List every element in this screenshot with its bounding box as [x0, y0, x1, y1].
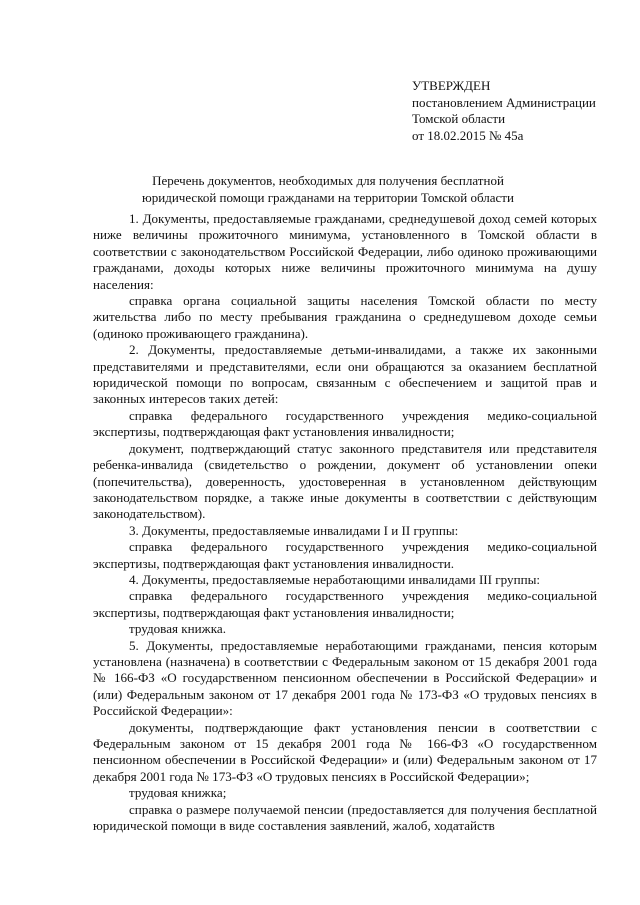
- paragraph: 3. Документы, предоставляемые инвалидами I и II группы:: [129, 522, 459, 538]
- paragraph: трудовая книжка;: [129, 785, 227, 801]
- paragraph: 4. Документы, предоставляемые неработающими инвалидами III группы:: [129, 571, 541, 587]
- approval-heading: УТВЕРЖДЕН: [412, 78, 491, 93]
- paragraph: 5. Документы, предоставляемые неработающими гражданами, пенсия которым установлена (назначена) в соответствии с Федеральным законом от 15 декабря 2001 года № 166-ФЗ «О государственном пенсионном обеспечении в Российской Федерации» и (или) Федеральным законом от 17 декабря 2001 года № 173-ФЗ «О трудовых пенсиях в Российской Федерации»:: [93, 637, 597, 719]
- paragraph: документ, подтверждающий статус законного представителя или представителя ребенка-инвалида (свидетельство о рождении, документ об установлении опеки (попечительства), доверенность, удостоверенная в установленном действующим законодательством порядке, а также иные документы в соответствии с действующим законодательством).: [93, 440, 597, 522]
- paragraph: справка о размере получаемой пенсии (предоставляется для получения бесплатной юридической помощи в виде составления заявлений, жалоб, ходатайств: [93, 801, 597, 834]
- paragraph: справка органа социальной защиты населения Томской области по месту жительства либо по месту пребывания гражданина о среднедушевом доходе семьи (одиноко проживающего гражданина).: [93, 293, 597, 341]
- approval-stamp: [412, 78, 632, 144]
- paragraph: документы, подтверждающие факт установления пенсии в соответствии с Федеральным законом от 15 декабря 2001 года № 166-ФЗ «О государственном пенсионном обеспечении в Российской Федерации» и (или) Федеральным законом от 17 декабря 2001 года № 173-ФЗ «О трудовых пенсиях в Российской Федерации»;: [93, 719, 597, 784]
- paragraph: трудовая книжка.: [129, 621, 226, 637]
- paragraph: справка федерального государственного учреждения медико-социальной экспертизы, подтверждающая факт установления инвалидности;: [93, 407, 597, 440]
- document-title: [100, 172, 556, 206]
- paragraph: 1. Документы, предоставляемые гражданами, среднедушевой доход семей которых ниже величины прожиточного минимума, установленного в Томской области в соответствии с законодательством Российской Федерации, либо одиноко проживающими гражданами, доходы которых ниже величины прожиточного минимума на душу населения:: [93, 211, 597, 292]
- approval-line: Томской области: [412, 111, 506, 126]
- paragraph: 2. Документы, предоставляемые детьми-инвалидами, а также их законными представителями и представителями, если они обращаются за оказанием бесплатной юридической помощи по вопросам, связанным с обеспечением и защитой прав и законных интересов таких детей:: [93, 342, 597, 407]
- document-title-line: юридической помощи гражданами на территории Томской области: [142, 190, 514, 205]
- approval-date: от 18.02.2015 № 45а: [412, 127, 524, 143]
- approval-line: постановлением Администрации: [412, 94, 596, 110]
- paragraph: справка федерального государственного учреждения медико-социальной экспертизы, подтверждающая факт установления инвалидности.: [93, 539, 597, 571]
- document-title-line: Перечень документов, необходимых для получения бесплатной: [152, 173, 504, 188]
- paragraph: справка федерального государственного учреждения медико-социальной экспертизы, подтверждающая факт установления инвалидности;: [93, 588, 597, 620]
- document-body: [93, 211, 597, 834]
